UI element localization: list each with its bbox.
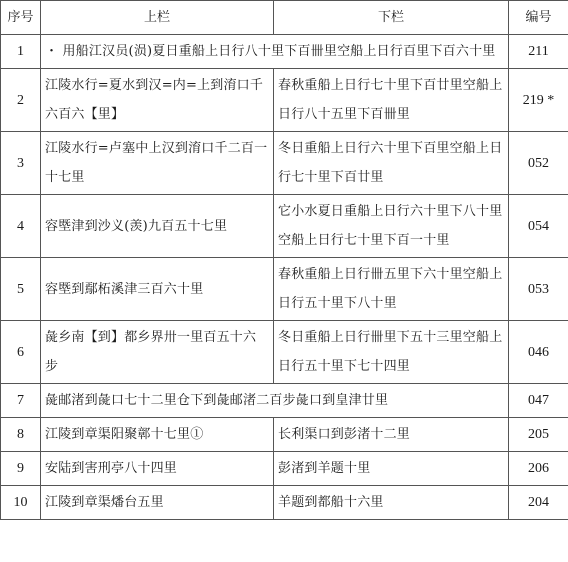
row-upper-text: 江陵水行=夏水到汉=内=上到淯口千六百六【里】 — [41, 69, 274, 132]
table-row — [1, 418, 568, 452]
header-row — [1, 1, 568, 35]
table-row — [1, 321, 568, 384]
row-index: 8 — [1, 418, 41, 452]
row-code: 047 — [509, 384, 568, 418]
row-index: 9 — [1, 452, 41, 486]
table-row — [1, 69, 568, 132]
row-upper-text: 江陵到章渠燔台五里 — [41, 486, 274, 520]
header-index: 序号 — [1, 1, 41, 35]
row-code: 219 * — [509, 69, 568, 132]
table-row — [1, 258, 568, 321]
row-code: 211 — [509, 35, 568, 69]
row-upper-text: 江陵水行=卢塞中上汉到淯口千二百一十七里 — [41, 132, 274, 195]
row-index: 4 — [1, 195, 41, 258]
table-row — [1, 486, 568, 520]
row-lower-text: 冬日重船上日行卌里下五十三里空船上日行五十里下七十四里 — [274, 321, 509, 384]
row-upper-text: 彘乡南【到】都乡界卅一里百五十六步 — [41, 321, 274, 384]
row-lower-text: 春秋重船上日行卌五里下六十里空船上日行五十里下八十里 — [274, 258, 509, 321]
row-code: 204 — [509, 486, 568, 520]
row-upper-text: 容塈津到沙义(羡)九百五十七里 — [41, 195, 274, 258]
row-code: 206 — [509, 452, 568, 486]
row-code: 205 — [509, 418, 568, 452]
row-index: 6 — [1, 321, 41, 384]
header-upper: 上栏 — [41, 1, 274, 35]
row-lower-text: 它小水夏日重船上日行六十里下八十里空船上日行七十里下百一十里 — [274, 195, 509, 258]
table-row — [1, 35, 568, 69]
table-row — [1, 452, 568, 486]
row-code: 046 — [509, 321, 568, 384]
row-index: 10 — [1, 486, 41, 520]
table-row — [1, 195, 568, 258]
row-index: 5 — [1, 258, 41, 321]
row-upper-text: 容塈到鄢柘溪津三百六十里 — [41, 258, 274, 321]
row-index: 1 — [1, 35, 41, 69]
row-merged-text: 彘邮渚到彘口七十二里仓下到彘邮渚二百步彘口到皇津廿里 — [41, 384, 509, 418]
row-upper-text: 江陵到章渠阳聚鄣十七里① — [41, 418, 274, 452]
table-row — [1, 384, 568, 418]
table-row — [1, 132, 568, 195]
row-lower-text: 彭渚到羊题十里 — [274, 452, 509, 486]
header-lower: 下栏 — [274, 1, 509, 35]
row-lower-text: 羊题到都船十六里 — [274, 486, 509, 520]
row-index: 2 — [1, 69, 41, 132]
row-index: 3 — [1, 132, 41, 195]
row-upper-text: 安陆到害刑亭八十四里 — [41, 452, 274, 486]
header-code: 编号 — [509, 1, 568, 35]
row-code: 052 — [509, 132, 568, 195]
row-lower-text: 春秋重船上日行七十里下百廿里空船上日行八十五里下百卌里 — [274, 69, 509, 132]
row-code: 053 — [509, 258, 568, 321]
row-merged-text: ・ 用船江汉员(涢)夏日重船上日行八十里下百卌里空船上日行百里下百六十里 — [41, 35, 509, 69]
row-lower-text: 长利渠口到彭渚十二里 — [274, 418, 509, 452]
row-code: 054 — [509, 195, 568, 258]
row-index: 7 — [1, 384, 41, 418]
row-lower-text: 冬日重船上日行六十里下百里空船上日行七十里下百廿里 — [274, 132, 509, 195]
